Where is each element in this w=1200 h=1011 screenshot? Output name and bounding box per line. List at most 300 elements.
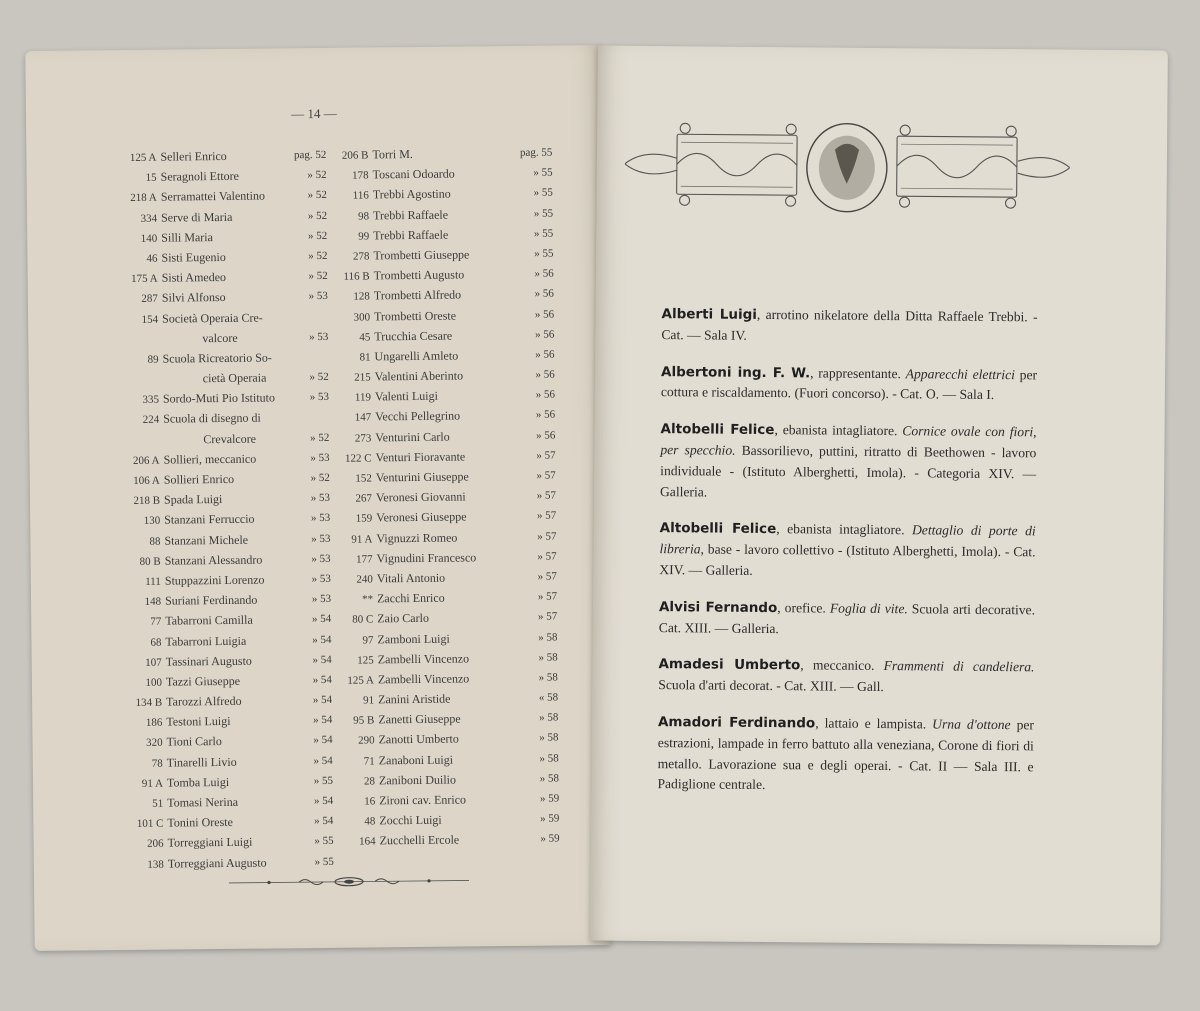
index-page: » 54 [313, 714, 333, 727]
index-row [128, 306, 328, 328]
index-row [341, 445, 555, 467]
index-row [129, 448, 329, 470]
index-page: » 56 [534, 308, 555, 321]
index-row [344, 647, 558, 669]
index-page: » 54 [312, 693, 333, 707]
index-page: » 53 [311, 552, 331, 565]
index-number: 267 [355, 492, 373, 505]
index-name: Toscani Odoardo [372, 166, 455, 182]
index-name: Stanzani Alessandro [164, 552, 263, 568]
index-row [129, 428, 329, 450]
index-number: 273 [354, 432, 372, 445]
entry-tail: Scuola arti decorative. Cat. XIII. — Galleria. [658, 601, 1036, 636]
entry-item: Apparecchi elettrici [905, 365, 1015, 382]
index-page: » 52 [308, 249, 328, 263]
index-number: 218 B [133, 494, 161, 508]
index-row [344, 728, 558, 750]
index-number: 91 A [351, 532, 373, 546]
index-name: Tonini Oreste [167, 815, 233, 830]
index-row [345, 768, 559, 790]
index-column-2 [338, 143, 559, 852]
index-number: 218 A [130, 192, 157, 205]
index-number: 51 [152, 797, 164, 810]
index-name: Zanaboni Luigi [378, 752, 454, 768]
index-name: Zaio Carlo [377, 611, 429, 626]
index-page: » 52 [307, 209, 328, 222]
index-number: 215 [354, 371, 371, 384]
index-page: » 53 [310, 451, 330, 464]
catalog-entry [659, 597, 1035, 642]
index-number: 71 [363, 755, 375, 768]
index-name: Ungarelli Amleto [374, 348, 459, 364]
index-row [345, 788, 559, 810]
index-row [132, 670, 332, 692]
index-number: 152 [355, 472, 372, 485]
index-number: 107 [145, 656, 162, 669]
exhibitor-name: Amadori Ferdinando [657, 714, 816, 732]
index-name: Trombetti Augusto [373, 267, 465, 283]
index-name: Tassinari Augusto [165, 653, 252, 669]
entry-body: , ebanista intagliatore. [774, 422, 903, 439]
index-page: » 55 [533, 227, 554, 240]
index-row [127, 205, 327, 227]
index-page: » 56 [535, 408, 556, 422]
index-name: Tarozzi Alfredo [166, 693, 242, 709]
index-name: Scuola Ricreatorio So- [162, 350, 272, 366]
index-name: Zambelli Vincenzo [377, 671, 470, 687]
index-row [126, 145, 326, 167]
index-number: 95 B [353, 714, 375, 727]
index-page: » 58 [539, 772, 560, 785]
index-name: Tazzi Giuseppe [165, 673, 241, 689]
index-page: » 57 [537, 590, 558, 603]
index-page: » 55 [534, 247, 554, 260]
index-number: 206 [147, 838, 164, 851]
index-row [345, 748, 559, 770]
index-number: 128 [353, 290, 370, 303]
index-name: Scuola di disegno di [163, 411, 261, 427]
index-row [343, 566, 557, 588]
index-number: 111 [145, 575, 161, 588]
index-number: 300 [353, 310, 371, 324]
index-row [133, 771, 333, 793]
index-page: » 53 [309, 391, 330, 404]
index-name: Trebbi Agostino [372, 186, 451, 202]
entry-tail: base - lavoro collettivo - (Istituto Alberghetti, Imola). - Cat. XIV. — Galleria. [659, 541, 1036, 578]
catalog-entry [661, 304, 1037, 349]
index-number: 98 [357, 210, 370, 223]
index-page: » 57 [537, 610, 558, 624]
index-page: » 52 [308, 270, 328, 283]
entry-body: , lattaio e lampista. [815, 715, 933, 732]
entry-tail: Bassorilievo, puttini, ritratto di Beethowen - lavoro individuale - (Istituto Alberghetti, Imola). - Categoria XIV. — Galleria. [659, 442, 1037, 500]
index-page: » 56 [535, 348, 555, 361]
index-row [131, 549, 331, 571]
index-name: Spada Luigi [163, 492, 223, 507]
index-number: 186 [145, 716, 163, 730]
index-row [130, 508, 330, 530]
index-number: 125 A [129, 151, 157, 164]
index-number: 80 C [352, 613, 374, 626]
index-page: » 59 [540, 812, 560, 825]
index-name: Serramattei Valentino [160, 188, 266, 205]
index-row [340, 304, 554, 326]
catalog-entry [661, 362, 1037, 407]
index-row [133, 811, 333, 833]
entry-body: , rappresentante. [810, 364, 906, 381]
index-row [343, 607, 557, 629]
index-row [133, 750, 333, 772]
entry-item: Frammenti di candeliera. [883, 658, 1035, 675]
index-name: Tabarroni Luigia [165, 633, 247, 649]
index-row [345, 829, 559, 851]
index-page: » 57 [536, 509, 557, 523]
index-page: pag. 55 [519, 146, 553, 159]
index-number: 159 [355, 512, 373, 525]
index-name: Tomba Luigi [166, 774, 230, 790]
index-page: » 56 [535, 388, 555, 401]
index-name: Tinarelli Livio [166, 754, 237, 770]
index-number: 148 [144, 595, 162, 608]
entry-item: Cornice ovale con fiori, per specchio. [660, 423, 1037, 458]
index-row [134, 831, 334, 853]
entry-tail: per cottura e riscaldamento. (Fuori concorso). - Cat. O. — Sala I. [660, 366, 1038, 403]
index-name: Tomasi Nerina [167, 794, 239, 810]
index-row [340, 284, 554, 306]
index-row [344, 688, 558, 710]
index-row [131, 569, 331, 591]
index-page: » 54 [313, 794, 334, 808]
index-row [128, 347, 328, 369]
index-row [130, 468, 330, 490]
index-name: Trucchia Cesare [374, 328, 453, 344]
index-page: » 54 [311, 613, 332, 626]
entry-body: , orefice. [777, 599, 830, 616]
index-row [130, 528, 330, 550]
index-number: 116 [352, 189, 369, 202]
index-name: Suriani Ferdinando [164, 592, 258, 608]
index-page: » 53 [308, 290, 328, 303]
index-name: Serve di Maria [160, 209, 233, 225]
index-number: 15 [145, 171, 157, 184]
index-number: 224 [142, 414, 160, 427]
index-name: Zanetti Giuseppe [378, 711, 461, 727]
exhibitor-name: Altobelli Felice [659, 520, 777, 538]
index-page: » 55 [533, 207, 554, 220]
index-row [130, 488, 330, 510]
index-row [129, 367, 329, 389]
index-row [341, 385, 555, 407]
index-page: » 53 [308, 330, 329, 343]
index-page: » 56 [535, 368, 555, 381]
index-name: Trombetti Oreste [374, 308, 457, 323]
index-page: » 58 [538, 671, 558, 684]
index-name: Venturini Giuseppe [375, 469, 469, 485]
index-name: Zanini Aristide [378, 691, 451, 707]
index-page: » 55 [314, 855, 334, 868]
index-name: Torreggiani Augusto [167, 855, 267, 871]
index-page: pag. 52 [293, 148, 327, 162]
index-page: » 52 [307, 189, 327, 202]
index-number: 106 A [133, 474, 160, 487]
index-number: 91 [363, 694, 375, 707]
index-row [341, 425, 555, 447]
index-row [131, 609, 331, 631]
index-number: 89 [147, 353, 159, 366]
index-row [339, 223, 553, 245]
index-number: 81 [359, 351, 371, 364]
left-page [25, 45, 610, 951]
index-page: » 58 [538, 631, 558, 644]
index-number: 28 [363, 775, 376, 788]
index-row [338, 143, 552, 165]
index-row [339, 203, 553, 225]
index-page: » 54 [312, 673, 332, 686]
index-name: Zaniboni Duilio [378, 772, 457, 788]
exhibitor-name: Alvisi Fernando [658, 598, 778, 616]
index-page: » 57 [537, 530, 557, 543]
index-name: Crevalcore [203, 431, 257, 446]
index-number: 80 B [139, 555, 161, 568]
index-page: » 54 [313, 734, 333, 747]
exhibitor-name: Alberti Luigi [661, 306, 758, 323]
index-name: cietà Operaia [202, 370, 267, 386]
catalog-entry [658, 654, 1034, 699]
index-name: Sisti Amedeo [161, 270, 227, 285]
index-number: 99 [358, 230, 370, 243]
index-number: 334 [140, 212, 158, 225]
catalog-entry [659, 518, 1036, 584]
index-name: Trebbi Raffaele [373, 227, 449, 243]
index-row [129, 387, 329, 409]
exhibitor-name: Amadesi Umberto [658, 656, 801, 674]
entry-item: Dettaglio di porte di libreria, [659, 522, 1036, 557]
index-name: Zucchelli Ercole [379, 832, 460, 848]
index-row [132, 730, 332, 752]
index-row [342, 506, 556, 528]
index-page: » 54 [312, 633, 332, 646]
index-number: 97 [362, 633, 374, 647]
index-page: » 58 [539, 731, 559, 745]
index-page: » 59 [540, 832, 560, 846]
index-number: 178 [352, 169, 369, 182]
index-page: » 53 [310, 512, 331, 525]
index-page: » 56 [534, 328, 555, 341]
index-row [127, 226, 327, 248]
exhibitor-name: Altobelli Felice [660, 421, 775, 439]
index-name: Zamboni Luigi [377, 631, 450, 646]
index-name: Tabarroni Camilla [165, 613, 253, 628]
index-page: » 55 [533, 186, 553, 200]
index-page: » 57 [536, 469, 556, 482]
index-name: Torri M. [372, 146, 413, 162]
index-page: » 57 [536, 489, 557, 502]
index-row [128, 266, 328, 288]
index-number: 48 [364, 815, 376, 828]
index-number: 91 A [141, 777, 164, 790]
index-name: Valenti Luigi [374, 388, 439, 404]
index-row [339, 183, 553, 205]
index-number: ** [362, 593, 374, 606]
index-name: Tioni Carlo [166, 734, 222, 750]
index-row [134, 851, 334, 873]
entry-body: , ebanista intagliatore. [776, 521, 913, 538]
index-page: » 54 [314, 815, 334, 828]
index-number: 119 [354, 391, 372, 404]
entry-item: Urna d'ottone [932, 716, 1011, 733]
index-name: Veronesi Giuseppe [376, 509, 467, 525]
index-name: Vignuzzi Romeo [376, 530, 458, 545]
index-name: Seragnoli Ettore [160, 168, 240, 184]
index-name: Venturi Fioravante [375, 449, 466, 465]
index-name: Sollieri Enrico [163, 471, 235, 487]
catalog-entry [660, 419, 1037, 505]
index-row [339, 243, 553, 265]
index-number: 130 [143, 515, 161, 528]
entry-item: Foglia di vite. [829, 600, 908, 617]
index-number: 77 [150, 615, 162, 629]
index-name: Trombetti Giuseppe [373, 247, 470, 263]
index-name: Vecchi Pellegrino [375, 408, 461, 424]
index-page: » 57 [537, 550, 557, 563]
index-number: 101 C [136, 817, 164, 831]
index-name: Vignudini Francesco [376, 550, 477, 566]
index-number: 154 [141, 313, 159, 326]
index-number: 206 B [341, 149, 369, 162]
index-page: » 56 [534, 287, 554, 301]
index-number: 122 C [344, 452, 372, 465]
exhibitor-name: Albertoni ing. F. W. [661, 363, 811, 381]
index-row [132, 650, 332, 672]
entry-tail: Scuola d'arti decorat. - Cat. XIII. — Gall. [658, 677, 884, 695]
index-name: Zocchi Luigi [379, 812, 442, 828]
index-number: 125 A [347, 674, 374, 687]
index-row [133, 791, 333, 813]
index-name: Società Operaia Cre- [162, 310, 263, 326]
index-row [343, 587, 557, 609]
index-name: Zacchi Enrico [376, 590, 445, 606]
index-page: » 53 [311, 532, 331, 545]
index-page: « 58 [538, 691, 559, 704]
index-name: Torreggiani Luigi [167, 835, 253, 850]
index-row [129, 407, 329, 429]
index-number: 164 [359, 835, 376, 848]
index-row [131, 589, 331, 611]
entry-tail: per estrazioni, lampade in ferro battuto alla veneziana, Corone di fiori di metallo. Lavorazione sua e degli operai. - Cat. II — Sala III. e Padiglione centrale. [657, 717, 1035, 793]
index-row [339, 163, 553, 185]
index-page: » 52 [309, 370, 329, 384]
index-name: Stanzani Ferruccio [164, 512, 255, 527]
index-page: » 56 [534, 267, 554, 280]
index-name: Vitali Antonio [376, 570, 446, 586]
catalog-entry [657, 712, 1034, 798]
index-page: » 54 [313, 754, 333, 767]
index-name: valcore [202, 330, 238, 345]
index-row [131, 629, 331, 651]
index-row [342, 466, 556, 488]
index-row [128, 327, 328, 349]
ornament-rule [229, 873, 469, 890]
index-name: Sordo-Muti Pio Istituto [162, 390, 276, 406]
index-page: » 58 [539, 752, 559, 765]
index-name: Stanzani Michele [164, 532, 249, 548]
index-name: Zanotti Umberto [378, 731, 459, 747]
index-page: » 54 [312, 653, 332, 666]
index-page: » 57 [537, 570, 557, 583]
index-number: 138 [147, 858, 164, 871]
index-row [342, 486, 556, 508]
index-row [341, 405, 555, 427]
index-name: Zambelli Vincenzo [377, 651, 470, 667]
page-number: — 14 — [291, 105, 337, 122]
index-page: » 55 [314, 835, 334, 848]
index-column-1 [126, 145, 334, 874]
index-name: Testoni Luigi [166, 714, 231, 729]
index-number: 134 B [135, 696, 163, 709]
index-row [344, 708, 558, 730]
index-row [132, 710, 332, 732]
index-row [341, 365, 555, 387]
header-ornament [624, 118, 1070, 218]
right-page [590, 46, 1168, 946]
index-row [342, 526, 556, 548]
index-name: Valentini Aberinto [374, 368, 464, 384]
index-page: » 56 [536, 429, 556, 442]
index-number: 177 [356, 553, 373, 566]
index-name: Sollieri, meccanico [163, 451, 257, 467]
entries-list [657, 304, 1037, 814]
index-name: Trombetti Alfredo [373, 287, 462, 303]
index-name: Venturini Carlo [375, 429, 450, 445]
index-row [343, 546, 557, 568]
index-number: 287 [141, 292, 158, 306]
entry-body: , arrotino nikelatore della Ditta Raffaele Trebbi. - Cat. — Sala IV. [661, 306, 1038, 343]
index-number: 147 [354, 411, 372, 425]
index-number: 335 [142, 393, 160, 407]
index-name: Stuppazzini Lorenzo [164, 572, 265, 588]
index-number: 46 [146, 252, 158, 265]
index-number: 290 [357, 734, 375, 748]
index-number: 45 [359, 331, 371, 344]
index-number: 100 [145, 676, 162, 689]
index-number: 68 [150, 636, 162, 649]
index-number: 206 A [132, 454, 160, 467]
index-row [127, 165, 327, 187]
index-number: 116 B [343, 270, 370, 283]
index-name: Silli Maria [161, 229, 214, 245]
index-row [340, 344, 554, 366]
index-number: 16 [364, 795, 376, 808]
index-row [132, 690, 332, 712]
index-page: » 55 [313, 774, 334, 787]
index-number: 140 [140, 232, 158, 245]
index-number: 88 [149, 535, 161, 548]
index-number: 78 [151, 757, 163, 770]
index-page: » 52 [310, 431, 330, 444]
index-name: Selleri Enrico [160, 148, 227, 164]
index-page: » 59 [539, 792, 560, 805]
index-row [343, 627, 557, 649]
index-name: Silvi Alfonso [161, 290, 226, 305]
index-number: 240 [356, 573, 373, 586]
index-name: Trebbi Raffaele [372, 207, 449, 222]
index-page: » 53 [311, 572, 331, 586]
index-page: » 52 [307, 169, 327, 182]
index-number: 175 A [131, 272, 158, 286]
index-page: » 53 [310, 492, 331, 505]
index-row [345, 809, 559, 831]
index-page: » 52 [307, 229, 328, 242]
